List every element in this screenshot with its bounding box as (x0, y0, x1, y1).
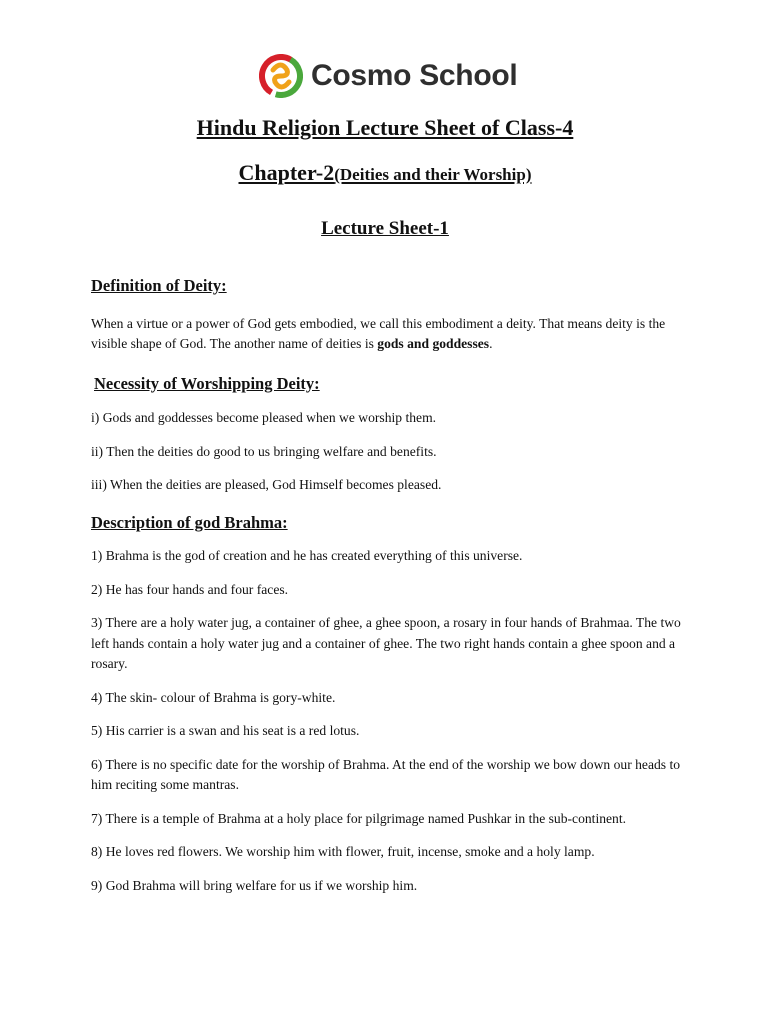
chapter-title (0, 160, 770, 186)
necessity-heading: Necessity of Worshipping Deity: (94, 373, 320, 393)
definition-bold-text: gods and goddesses (377, 336, 490, 351)
definition-text-end: . (489, 336, 493, 351)
definition-heading: Definition of Deity: (91, 276, 227, 295)
chapter-number: Chapter-2 (238, 160, 335, 185)
list-item: 7) There is a temple of Brahma at a holy place for pilgrimage named Pushkar in the sub-continent. (91, 810, 627, 826)
list-item: 2) He has four hands and four faces. (91, 581, 289, 597)
list-item: 8) He loves red flowers. We worship him with flower, fruit, incense, smoke and a holy lamp. (91, 844, 595, 859)
list-item: iii) When the deities are pleased, God Himself becomes pleased. (91, 477, 442, 492)
list-item: 6) There is no specific date for the worship of Brahma. At the end of the worship we bow down our heads to him reciting some mantras. (91, 756, 681, 792)
definition-paragraph (91, 314, 681, 355)
cosmo-logo-icon (259, 54, 303, 98)
school-name: Cosmo School (311, 59, 518, 92)
list-item: i) Gods and goddesses become pleased when we worship them. (91, 410, 437, 425)
list-item: 9) God Brahma will bring welfare for us if we worship him. (91, 877, 418, 893)
list-item: 4) The skin- colour of Brahma is gory-white. (91, 689, 336, 705)
brahma-heading: Description of god Brahma: (91, 512, 288, 532)
page-title: Hindu Religion Lecture Sheet of Class-4 (196, 115, 574, 140)
list-item: ii) Then the deities do good to us bringing welfare and benefits. (91, 443, 437, 459)
list-item: 1) Brahma is the god of creation and he has created everything of this universe. (91, 548, 523, 563)
list-item: 5) His carrier is a swan and his seat is a red lotus. (91, 723, 360, 738)
lecture-content (91, 276, 681, 896)
lecture-sheet-label: Lecture Sheet-1 (321, 218, 449, 239)
definition-text: When a virtue or a power of God gets embodied, we call this embodiment a deity. That means deity is the visible shape of God. The another name of deities is (91, 315, 666, 351)
list-item: 3) There are a holy water jug, a container of ghee, a ghee spoon, a rosary in four hands of Brahmaa. The two left hands contain a holy water jug and a container of ghee. The two right hands contain a ghee spoon and a rosary. (91, 615, 681, 671)
school-logo (259, 48, 517, 104)
chapter-subtitle: (Deities and their Worship) (334, 165, 532, 184)
